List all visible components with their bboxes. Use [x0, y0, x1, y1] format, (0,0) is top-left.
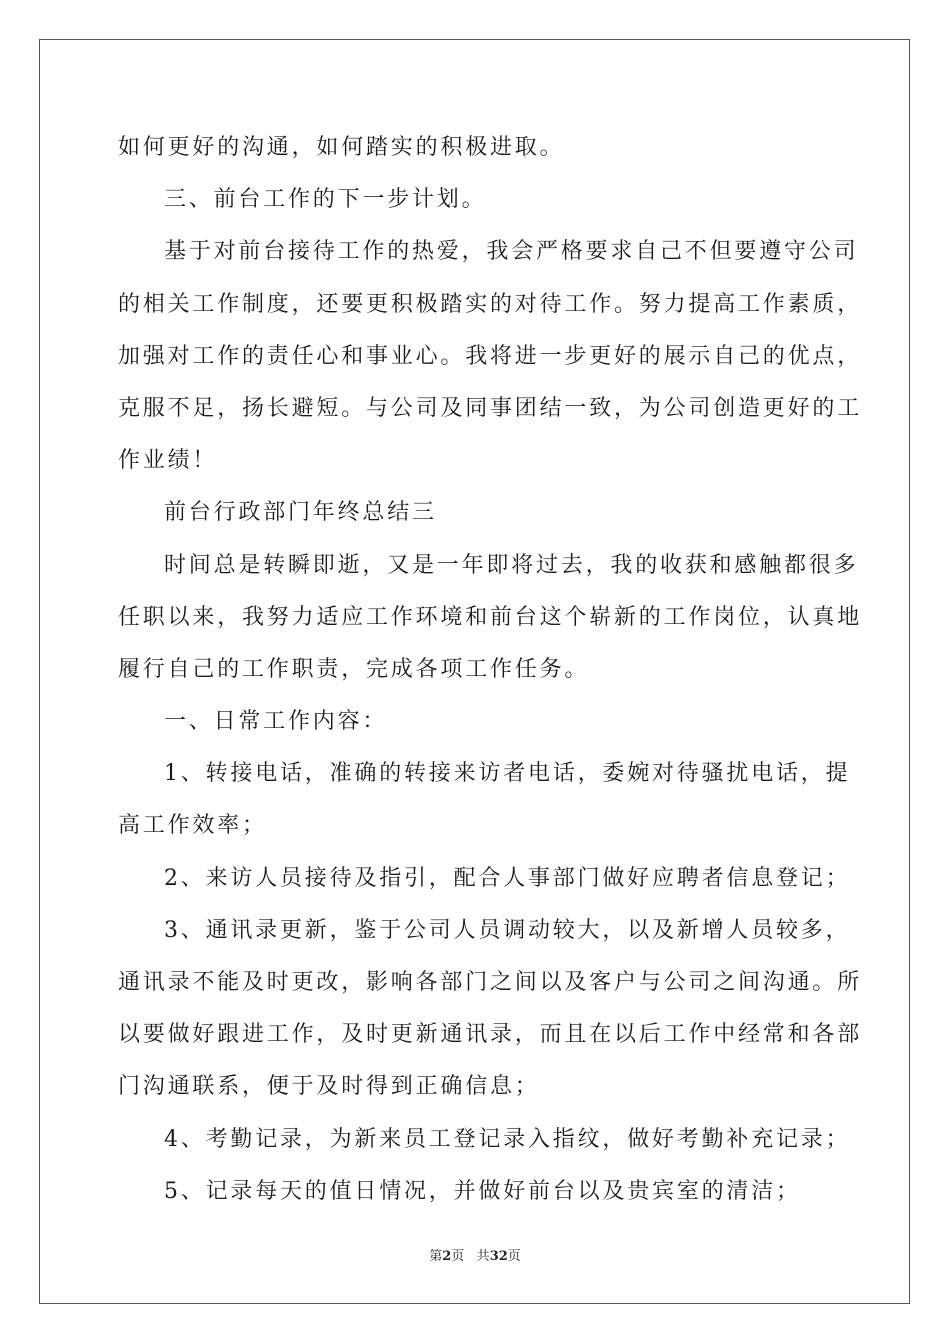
total-prefix: 共 — [476, 1249, 490, 1264]
text-line: 4、考勤记录，为新来员工登记录入指纹，做好考勤补充记录； — [164, 1126, 851, 1152]
text-line: 3、通讯录更新，鉴于公司人员调动较大，以及新增人员较多， — [164, 917, 851, 943]
document-body — [118, 122, 863, 1218]
text-line: 一、日常工作内容： — [164, 709, 388, 735]
text-line: 履行自己的工作职责，完成各项工作任务。 — [118, 656, 590, 682]
page-prefix: 第 — [429, 1249, 443, 1264]
page-number: 2 — [442, 1249, 452, 1264]
text-line: 基于对前台接待工作的热爱，我会严格要求自己不但要遵守公司 — [164, 239, 859, 265]
text-line: 任职以来，我努力适应工作环境和前台这个崭新的工作岗位，认真地 — [118, 604, 863, 630]
text-line: 三、前台工作的下一步计划。 — [164, 187, 487, 213]
text-line: 5、记录每天的值日情况，并做好前台以及贵宾室的清洁； — [164, 1178, 801, 1204]
text-line: 时间总是转瞬即逝，又是一年即将过去，我的收获和感触都很多 — [164, 552, 859, 578]
text-line: 1、转接电话，准确的转接来访者电话，委婉对待骚扰电话，提 — [164, 761, 851, 787]
text-line: 如何更好的沟通，如何踏实的积极进取。 — [118, 135, 565, 160]
text-line: 克服不足，扬长避短。与公司及同事团结一致，为公司创造更好的工 — [118, 395, 863, 421]
text-line: 的相关工作制度，还要更积极踏实的对待工作。努力提高工作素质， — [118, 291, 863, 317]
page-suffix: 页 — [451, 1249, 465, 1264]
text-line: 2、来访人员接待及指引，配合人事部门做好应聘者信息登记； — [164, 865, 851, 891]
total-suffix: 页 — [507, 1249, 521, 1264]
text-line: 以要做好跟进工作，及时更新通讯录，而且在以后工作中经常和各部 — [118, 1022, 863, 1048]
total-pages: 32 — [489, 1249, 508, 1264]
text-line: 门沟通联系，便于及时得到正确信息； — [118, 1074, 540, 1100]
text-line: 高工作效率； — [118, 813, 267, 839]
text-line: 前台行政部门年终总结三 — [164, 500, 437, 526]
page-footer — [0, 1245, 950, 1264]
text-line: 通讯录不能及时更改，影响各部门之间以及客户与公司之间沟通。所 — [118, 970, 863, 995]
text-line: 加强对工作的责任心和事业心。我将进一步更好的展示自己的优点， — [118, 343, 863, 369]
text-line: 作业绩！ — [118, 448, 218, 474]
